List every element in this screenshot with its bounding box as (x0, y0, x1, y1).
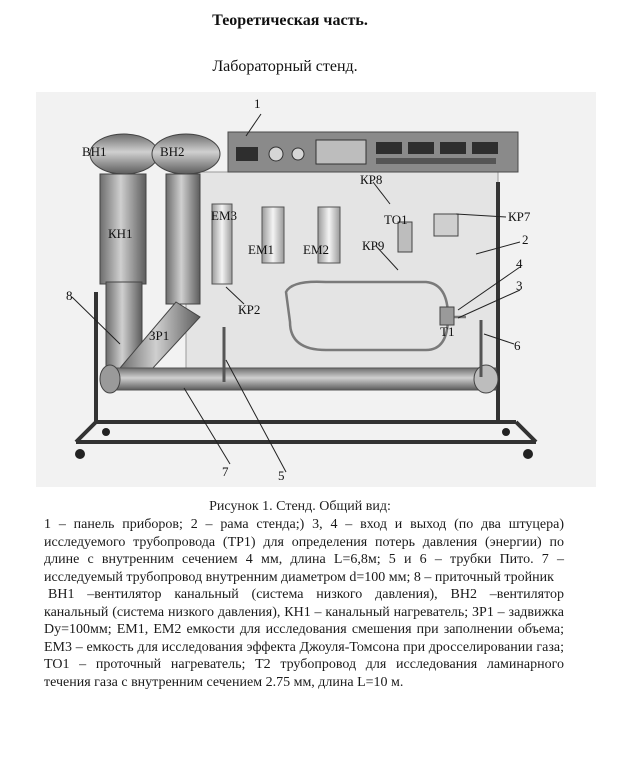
label-zr1: ЗР1 (149, 328, 170, 343)
label-4: 4 (516, 256, 523, 271)
stand-panel (186, 172, 498, 384)
label-em1: ЕМ1 (248, 242, 274, 257)
stand-photo (36, 92, 596, 487)
description-paragraph-1: 1 – панель приборов; 2 – рама стенда;) 3, 4 – вход и выход (по два штуцера) исследуемого трубопровода (ТР1) для определения потерь давления (энергии) по длине с внутренним сечением 4 мм, длина L=6,8м; 5 и 6 – трубки Пито. 7 – исследуемый трубопровод внутренним диаметром d=100 мм; 8 – приточный тройник (44, 517, 564, 585)
label-5: 5 (278, 468, 285, 483)
label-kr8: КР8 (360, 172, 383, 187)
figure-caption: Рисунок 1. Стенд. Общий вид: (209, 499, 391, 514)
label-t1: Т1 (440, 324, 455, 339)
page-subtitle: Лабораторный стенд. (212, 58, 358, 75)
fitting-t1 (440, 307, 454, 325)
figure-description (44, 516, 564, 691)
label-vn2: ВН2 (160, 144, 185, 159)
label-vn1: ВН1 (82, 144, 107, 159)
page-title: Теоретическая часть. (212, 12, 368, 29)
label-kr7: КР7 (508, 209, 531, 224)
label-6: 6 (514, 338, 521, 353)
valve-kr7 (434, 214, 458, 236)
label-kr2: КР2 (238, 302, 261, 317)
label-1: 1 (254, 96, 261, 111)
label-kn1: КН1 (108, 226, 133, 241)
pipe-7 (106, 368, 496, 390)
label-7: 7 (222, 464, 229, 479)
label-2: 2 (522, 232, 529, 247)
label-em3: ЕМ3 (211, 208, 237, 223)
stand-drawing (36, 92, 596, 487)
description-paragraph-2: ВН1 –вентилятор канальный (система низкого давления), ВН2 –вентилятор канальный (система низкого давления), КН1 – канальный нагреватель; ЗР1 – задвижка Dу=100мм; ЕМ1, ЕМ2 емкости для исследования смешения при заполнении объема; ЕМ3 – емкость для исследования эффекта Джоуля-Томсона при дросселировании газа; ТО1 – проточный нагреватель; Т2 трубопровод для исследования ламинарного течения газа с внутренним сечением 2.75 мм, длина L=10 м. (44, 587, 564, 690)
label-kr9: КР9 (362, 238, 385, 253)
label-to1: ТО1 (384, 212, 408, 227)
label-3: 3 (516, 278, 523, 293)
label-em2: ЕМ2 (303, 242, 329, 257)
label-8: 8 (66, 288, 73, 303)
duct-vn2 (166, 174, 200, 304)
